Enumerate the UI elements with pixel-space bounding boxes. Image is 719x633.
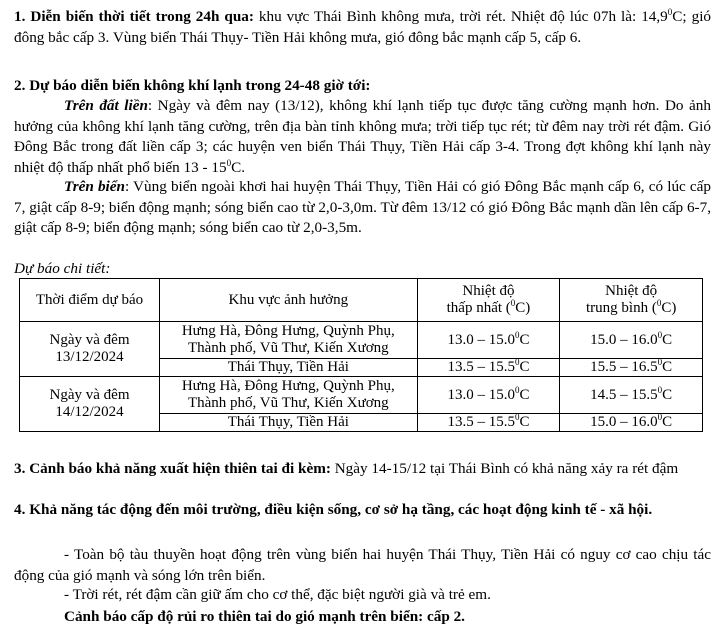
sea-forecast-text: : Vùng biển ngoài khơi hai huyện Thái Thụy, Tiền Hải có gió Đông Bắc mạnh cấp 6, có lúc cấp 7, giật cấp 8-9; biển động mạnh; sóng biển cao từ 2,0-3,0m. Từ đêm 13/12 có gió Đông Bắc mạnh dần lên cấp 6-7, giật cấp 8-9; biển động mạnh; sóng biển cao từ 2,0-3,5m. — [14, 178, 711, 237]
area-cell — [160, 377, 418, 414]
tmin-cell — [417, 377, 560, 414]
tavg-value: 14.5 – 15.5 — [590, 386, 658, 403]
time-line2: 14/12/2024 — [55, 404, 124, 420]
tavg-cell — [560, 377, 703, 414]
tmin-cell — [417, 322, 560, 359]
header-tavg-line2: trung bình ( — [585, 300, 657, 316]
section-4-heading: 4. Khả năng tác động đến môi trường, điều kiện sống, cơ sở hạ tầng, các hoạt động kinh tế - xã hội. — [14, 501, 653, 518]
impact-item-1: - Toàn bộ tàu thuyền hoạt động trên vùng biển hai huyện Thái Thụy, Tiền Hải có nguy cơ cao chịu tác động của gió mạnh và sóng lớn trên biển. — [14, 546, 711, 584]
unit-tail: C — [519, 386, 530, 403]
time-line1: Ngày và đêm — [49, 387, 130, 403]
table-row — [20, 377, 703, 414]
time-line1: Ngày và đêm — [49, 332, 130, 348]
header-time: Thời điểm dự báo — [20, 279, 160, 322]
area-cell: Thái Thụy, Tiền Hải — [160, 414, 418, 432]
section-1-text-tail: C; gió đông bắc cấp 3. Vùng biển Thái Thụy- Tiền Hải không mưa, gió đông bắc mạnh cấp 5, cấp 6. — [14, 8, 712, 46]
header-tmin-line2: thấp nhất ( — [446, 300, 511, 316]
time-cell — [20, 377, 160, 432]
risk-warning: Cảnh báo cấp độ rủi ro thiên tai do gió mạnh trên biển: cấp 2. — [64, 608, 465, 625]
time-cell — [20, 322, 160, 377]
area-line2: Thành phố, Vũ Thư, Kiến Xương — [187, 340, 389, 356]
impact-item-2: - Trời rét, rét đậm cần giữ ấm cho cơ thể, đặc biệt người già và trẻ em. — [64, 586, 491, 603]
section-1-heading: 1. Diễn biến thời tiết trong 24h qua: — [14, 8, 254, 25]
header-tavg — [560, 279, 703, 322]
unit-tail: C — [662, 359, 673, 375]
unit-tail: C) — [661, 300, 677, 316]
land-forecast-paragraph — [14, 96, 711, 178]
forecast-table — [19, 278, 703, 432]
degree-sup: 0 — [514, 357, 520, 367]
unit-tail: C) — [515, 300, 531, 316]
land-label: Trên đất liền — [64, 97, 148, 114]
tmin-value: 13.0 – 15.0 — [447, 331, 515, 348]
area-line1: Hưng Hà, Đông Hưng, Quỳnh Phụ, — [181, 323, 395, 339]
land-forecast-tail: C. — [231, 158, 246, 176]
header-tmin-line1: Nhiệt độ — [462, 283, 515, 299]
section-1-paragraph — [14, 7, 711, 48]
area-line2: Thành phố, Vũ Thư, Kiến Xương — [187, 395, 389, 411]
section-3-paragraph — [14, 459, 711, 480]
tmin-cell — [417, 359, 560, 377]
unit-tail: C — [662, 386, 673, 403]
degree-sup: 0 — [657, 412, 663, 422]
section-2-heading: 2. Dự báo diễn biến không khí lạnh trong 24-48 giờ tới: — [14, 77, 371, 94]
degree-sup: 0 — [657, 357, 663, 367]
land-forecast-text: : Ngày và đêm nay (13/12), không khí lạnh tiếp tục được tăng cường mạnh hơn. Do ảnh hưởng của không khí lạnh tăng cường, trên địa bàn tỉnh không mưa; trời tiếp tục rét; từ đêm nay trời rét đậm. Gió Đông Bắc trong đất liền cấp 3; các huyện ven biển Thái Thụy, Tiền Hải cấp 3-4. Trong đợt không khí lạnh này nhiệt độ thấp nhất phổ biến 13 - 15 — [14, 97, 711, 176]
sea-label: Trên biển — [64, 178, 125, 195]
tavg-cell — [560, 414, 703, 432]
header-area: Khu vực ảnh hưởng — [160, 279, 418, 322]
section-1-text: khu vực Thái Bình không mưa, trời rét. Nhiệt độ lúc 07h là: 14,9 — [253, 8, 668, 25]
degree-sup: 0 — [514, 384, 520, 395]
tavg-value: 15.0 – 16.0 — [590, 331, 658, 348]
header-tavg-line1: Nhiệt độ — [605, 283, 658, 299]
area-cell — [160, 322, 418, 359]
unit-tail: C — [662, 331, 673, 348]
degree-sup: 0 — [657, 384, 663, 395]
unit-tail: C — [519, 331, 530, 348]
tmin-value: 13.5 – 15.5 — [447, 414, 515, 430]
degree-sup: 0 — [514, 329, 520, 340]
time-line2: 13/12/2024 — [55, 349, 124, 365]
unit-tail: C — [519, 414, 530, 430]
degree-sup: 0 — [657, 329, 663, 340]
tmin-cell — [417, 414, 560, 432]
degree-sup: 0 — [510, 298, 516, 308]
tavg-cell — [560, 359, 703, 377]
degree-sup: 0 — [514, 412, 520, 422]
sea-forecast-paragraph — [14, 177, 711, 239]
detail-label: Dự báo chi tiết: — [14, 260, 111, 277]
tmin-value: 13.0 – 15.0 — [447, 386, 515, 403]
area-line1: Hưng Hà, Đông Hưng, Quỳnh Phụ, — [181, 378, 395, 394]
section-3-heading: 3. Cảnh báo khả năng xuất hiện thiên tai đi kèm: — [14, 460, 331, 477]
degree-sup: 0 — [226, 157, 232, 168]
degree-sup: 0 — [667, 7, 673, 17]
tavg-value: 15.5 – 16.5 — [590, 359, 658, 375]
area-cell: Thái Thụy, Tiền Hải — [160, 359, 418, 377]
tmin-value: 13.5 – 15.5 — [447, 359, 515, 375]
tavg-value: 15.0 – 16.0 — [590, 414, 658, 430]
section-3-text: Ngày 14-15/12 tại Thái Bình có khả năng xảy ra rét đậm — [330, 460, 679, 477]
unit-tail: C — [519, 359, 530, 375]
table-header-row — [20, 279, 703, 322]
tavg-cell — [560, 322, 703, 359]
degree-sup: 0 — [656, 298, 662, 308]
unit-tail: C — [662, 414, 673, 430]
table-row — [20, 322, 703, 359]
header-tmin — [417, 279, 560, 322]
